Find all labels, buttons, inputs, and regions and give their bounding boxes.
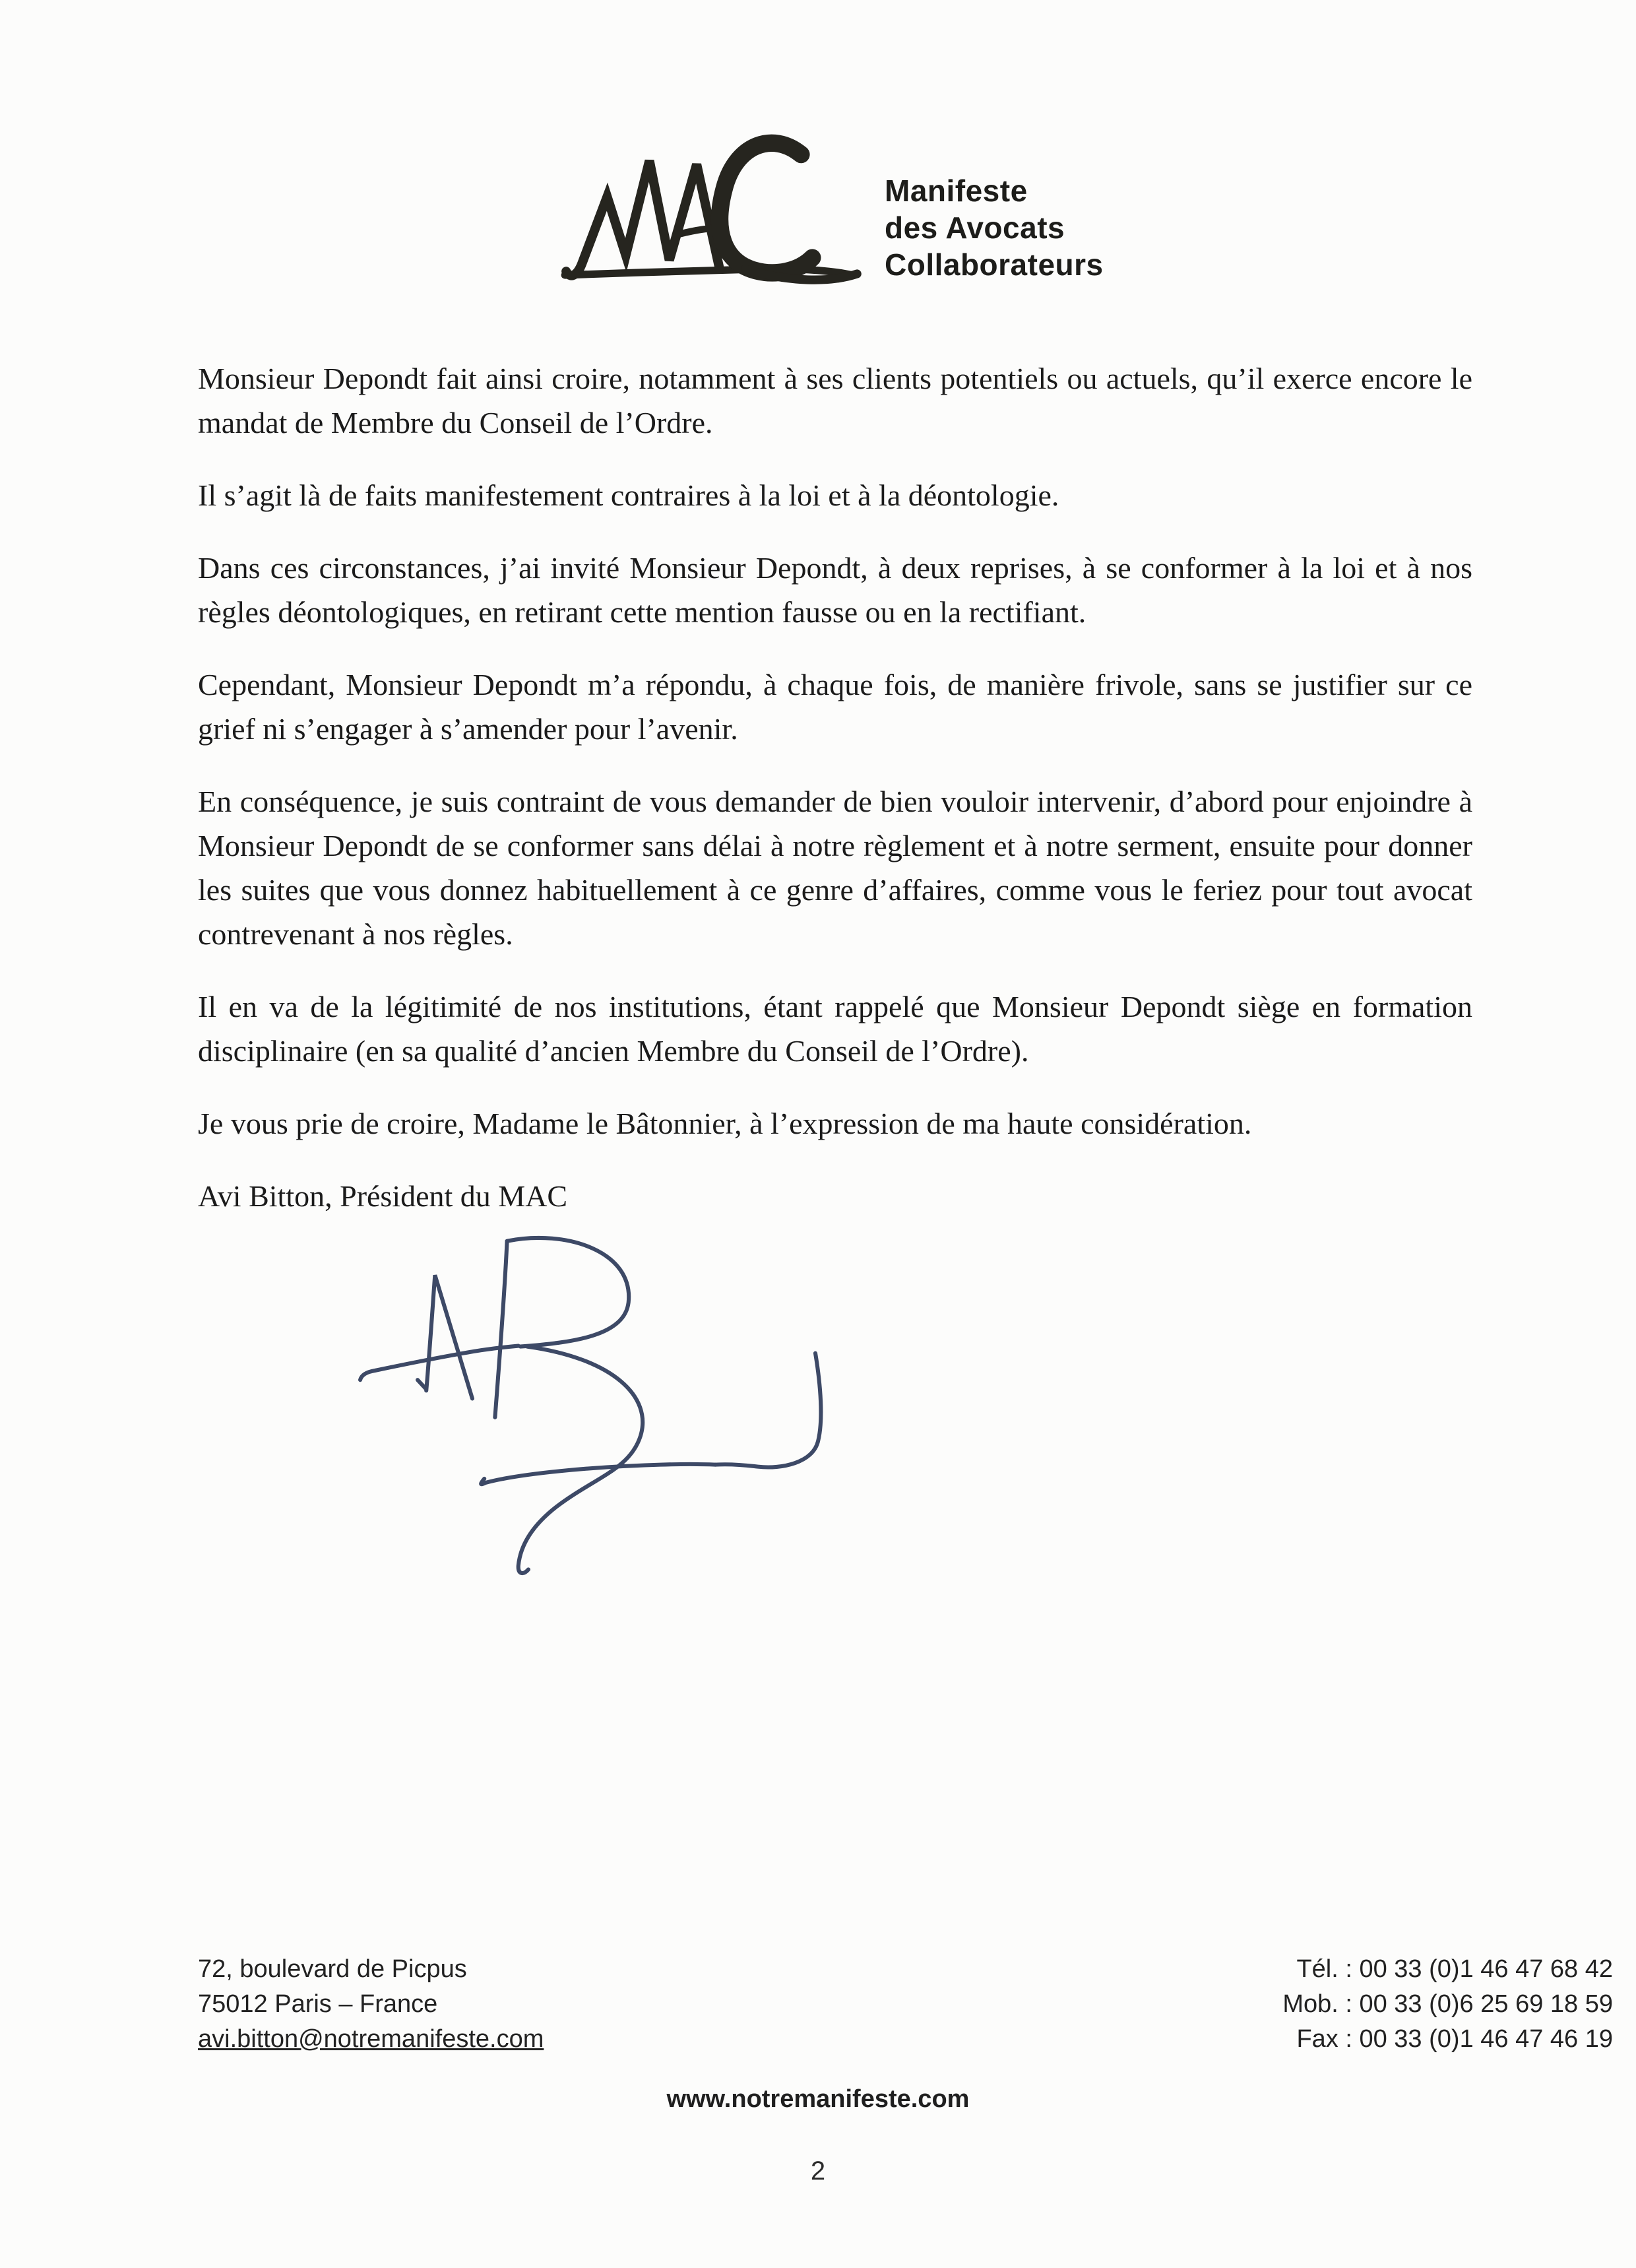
page-number: 2 xyxy=(810,2156,826,2186)
paragraph-3: Dans ces circonstances, j’ai invité Monsieur Depondt, à deux reprises, à se conformer à la loi et à nos règles déontologiques, en retirant cette mention fausse ou en la rectifiant. xyxy=(198,551,1472,629)
fax-line: Fax : 00 33 (0)1 46 47 46 19 xyxy=(1296,2025,1613,2053)
mobile-line: Mob. : 00 33 (0)6 25 69 18 59 xyxy=(1282,1990,1613,2018)
email-link[interactable]: avi.bitton@notremanifeste.com xyxy=(198,2025,544,2053)
logo-line-3: Collaborateurs xyxy=(885,247,1104,282)
footer-address xyxy=(198,1952,544,2057)
signoff-line: Avi Bitton, Président du MAC xyxy=(198,1179,568,1213)
footer-phones xyxy=(1282,1952,1613,2057)
paragraph-4: Cependant, Monsieur Depondt m’a répondu, à chaque fois, de manière frivole, sans se justifier sur ce grief ni s’engager à s’amender pour l’avenir. xyxy=(198,668,1472,746)
mac-logo-icon xyxy=(557,122,881,297)
logo-line-2: des Avocats xyxy=(885,211,1065,245)
mac-logo xyxy=(557,122,1104,297)
address-line-2: 75012 Paris – France xyxy=(198,1990,438,2018)
website-text: www.notremanifeste.com xyxy=(666,2085,970,2113)
signature-block xyxy=(300,1231,874,1627)
paragraph-6: Il en va de la légitimité de nos institutions, étant rappelé que Monsieur Depondt siège en formation disciplinaire (en sa qualité d’ancien Membre du Conseil de l’Ordre). xyxy=(198,990,1472,1068)
paragraph-1: Monsieur Depondt fait ainsi croire, notamment à ses clients potentiels ou actuels, qu’il exerce encore le mandat de Membre du Conseil de l’Ordre. xyxy=(198,362,1472,439)
signature-icon xyxy=(300,1231,874,1627)
paragraph-5: En conséquence, je suis contraint de vous demander de bien vouloir intervenir, d’abord pour enjoindre à Monsieur Depondt de se conformer sans délai à notre règlement et à notre serment, ensuite pour donner les suites que vous donnez habituellement à ce genre d’affaires, comme vous le feriez pour tout avocat contrevenant à nos règles. xyxy=(198,785,1472,951)
tel-line: Tél. : 00 33 (0)1 46 47 68 42 xyxy=(1296,1955,1613,1983)
logo-line-1: Manifeste xyxy=(885,174,1028,208)
logo-wordmark xyxy=(885,172,1104,283)
letter-body xyxy=(198,356,1472,1247)
paragraph-7: Je vous prie de croire, Madame le Bâtonnier, à l’expression de ma haute considération. xyxy=(198,1107,1252,1140)
address-line-1: 72, boulevard de Picpus xyxy=(198,1955,467,1983)
paragraph-2: Il s’agit là de faits manifestement contraires à la loi et à la déontologie. xyxy=(198,478,1059,512)
